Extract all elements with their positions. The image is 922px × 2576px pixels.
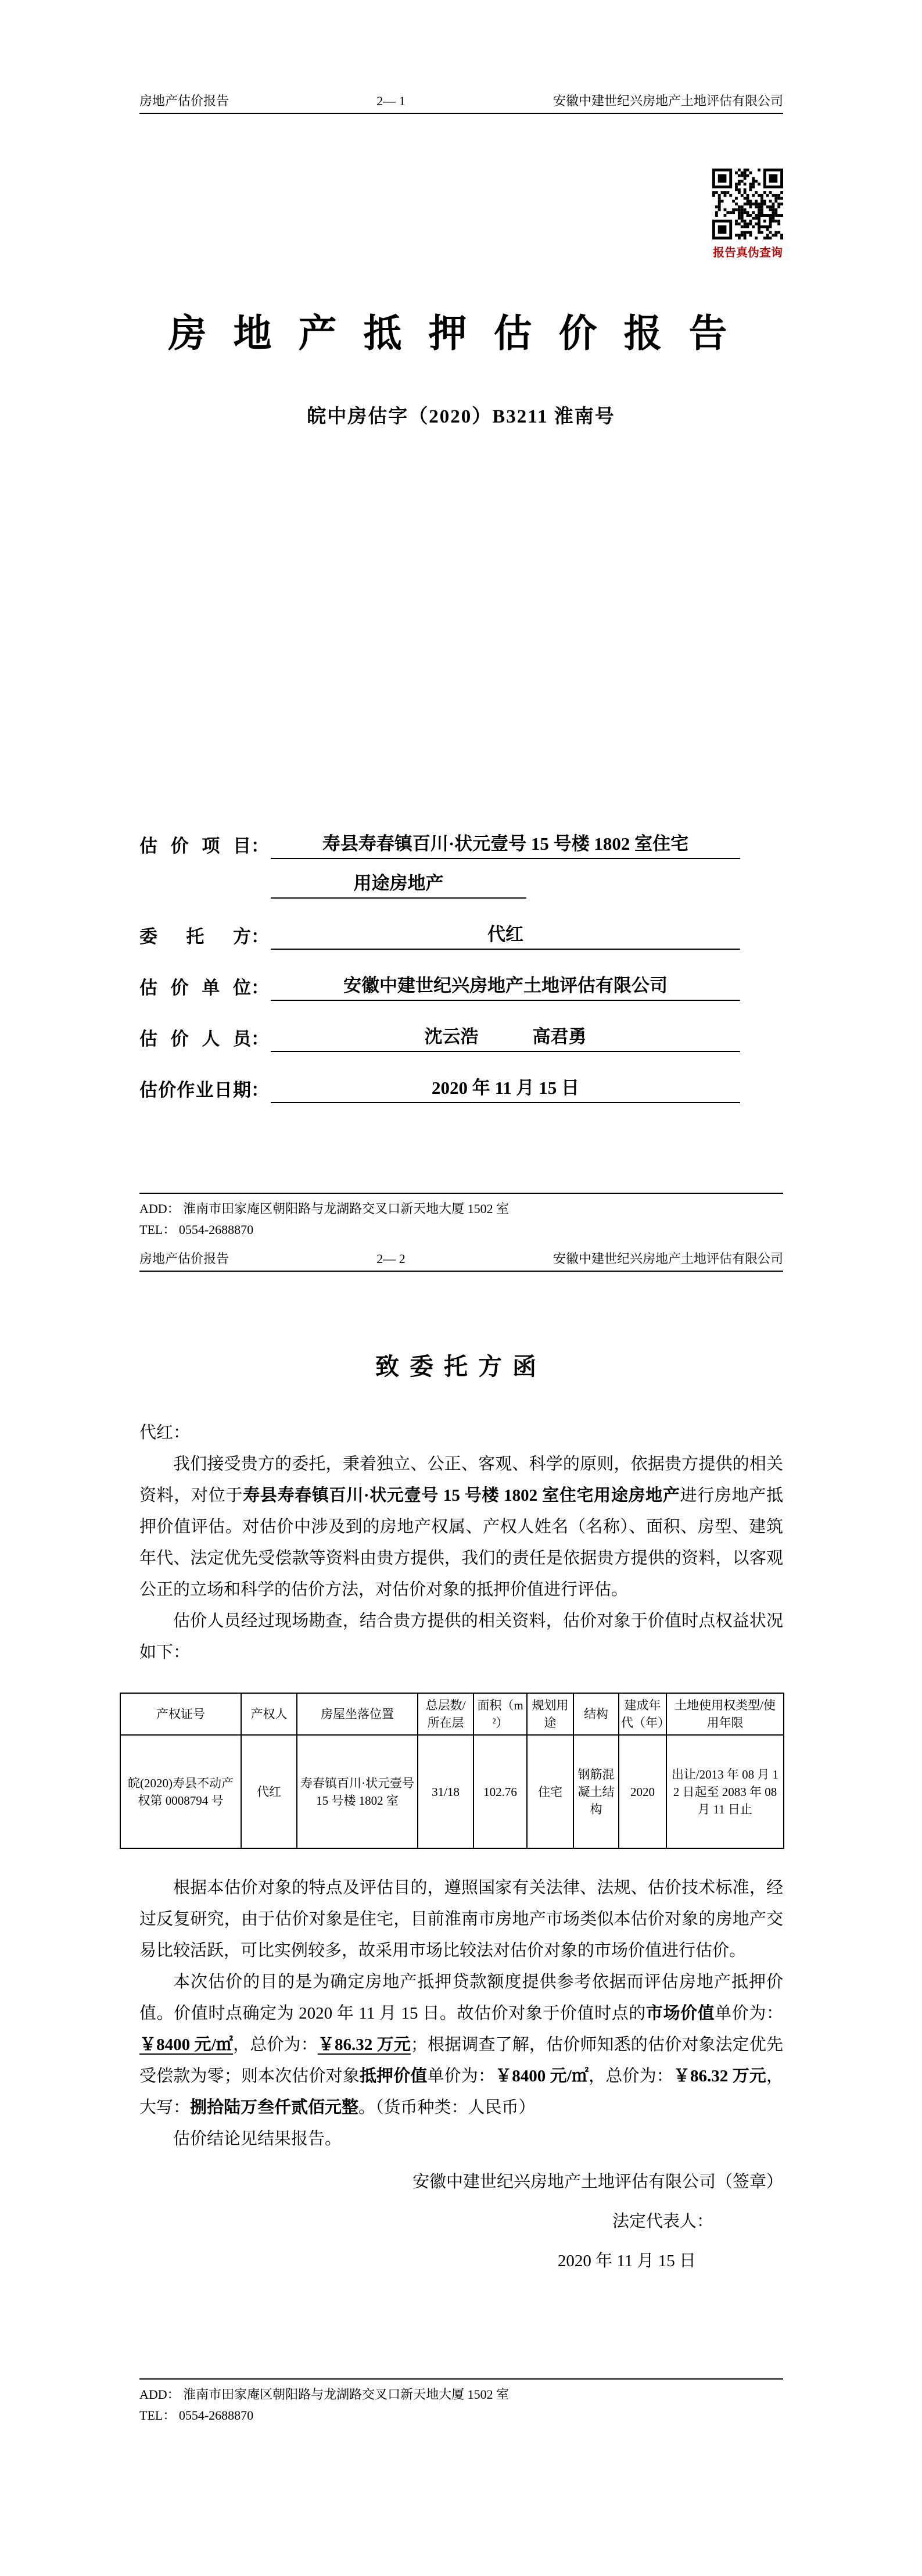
field-value-staff: 沈云浩 高君勇	[271, 1024, 740, 1052]
paragraph-4-text: ，总价为：	[589, 2067, 673, 2085]
field-value-agency: 安徽中建世纪兴房地产土地评估有限公司	[271, 973, 740, 1001]
colon: ：	[251, 1029, 269, 1049]
footer-phone: TEL： 0554-2688870	[139, 2408, 254, 2423]
mortgage-unit-price-value: ￥8400 元/㎡	[495, 2067, 589, 2085]
cell-structure: 钢筋混凝土结构	[573, 1735, 619, 1848]
table-header-structure: 结构	[573, 1693, 619, 1735]
paragraph-3: 根据本估价对象的特点及评估目的，遵照国家有关法律、法规、估价技术标准，经过反复研究，由于估价对象是住宅，目前淮南市房地产市场类似本估价对象的房地产交易比较活跃，可比实例较多，故采用市场比较法对估价对象的市场价值进行估价。	[139, 1879, 783, 1960]
header-company-name: 安徽中建世纪兴房地产土地评估有限公司	[553, 94, 783, 108]
cell-owner: 代红	[241, 1735, 297, 1848]
cell-land-right: 出让/2013 年 08 月 12 日起至 2083 年 08 月 11 日止	[666, 1735, 784, 1848]
paragraph-4	[139, 1966, 783, 2123]
paragraph-4-text: ，总价为：	[233, 2035, 318, 2054]
letter-body	[128, 1417, 783, 2277]
field-row-date	[139, 1075, 783, 1103]
colon: ：	[251, 836, 269, 856]
paragraph-4-text: 。（货币种类：人民币）	[358, 2098, 536, 2117]
colon: ：	[251, 978, 269, 998]
report-number: 皖中房估字（2020）B3211 淮南号	[307, 406, 615, 427]
paragraph-1-text: 我们接受贵方的委托，秉着独立、公正、客观、科学的原则，依据贵方提供的相关资料，对位于	[139, 1455, 783, 1505]
property-name-bold: 寿县寿春镇百川·状元壹号 15 号楼 1802 室住宅用途房地产	[243, 1486, 680, 1505]
paragraph-2: 估价人员经过现场勘查，结合贵方提供的相关资料，估价对象于价值时点权益状况如下：	[139, 1612, 783, 1662]
page1-footer	[139, 1193, 783, 1240]
paragraph-5: 估价结论见结果报告。	[173, 2130, 342, 2148]
paragraph-1-text: 进行房地产抵押价值评估。对估价中涉及到的房地产权属、产权人姓名（名称）、面积、房型、建筑年代、法定优先受偿款等资料由贵方提供，我们的责任是依据贵方提供的资料，以客观公正的立场和科学的估价方法，对估价对象的抵押价值进行评估。	[139, 1486, 783, 1599]
table-row	[120, 1735, 784, 1848]
signature-company: 安徽中建世纪兴房地产土地评估有限公司（签章）	[412, 2173, 783, 2191]
header-company-name: 安徽中建世纪兴房地产土地评估有限公司	[553, 1251, 783, 1266]
field-row-project-cont	[139, 871, 783, 899]
field-row-staff	[139, 1024, 783, 1052]
table-header-row	[120, 1693, 784, 1735]
page1-header	[139, 93, 783, 114]
field-value-project-line1: 寿县寿春镇百川·状元壹号 15 号楼 1802 室住宅	[271, 831, 740, 859]
unit-price-value: ￥8400 元/㎡	[139, 2035, 234, 2054]
table-header-certificate: 产权证号	[120, 1693, 241, 1735]
cell-floors: 31/18	[418, 1735, 473, 1848]
field-label-agency: 估价单位	[139, 978, 251, 998]
footer-address: ADD： 淮南市田家庵区朝阳路与龙湖路交叉口新天地大厦 1502 室	[139, 1201, 510, 1216]
table-header-usage: 规划用途	[527, 1693, 573, 1735]
paragraph-1	[139, 1448, 783, 1605]
report-title: 房地产抵押估价报告	[168, 313, 754, 355]
table-header-owner: 产权人	[241, 1693, 297, 1735]
qr-verification-block	[712, 169, 783, 260]
footer-address: ADD： 淮南市田家庵区朝阳路与龙湖路交叉口新天地大厦 1502 室	[139, 2387, 510, 2402]
field-value-project-line2: 用途房地产	[271, 871, 526, 899]
property-rights-table	[120, 1693, 784, 1849]
total-price-value: ￥86.32 万元	[317, 2035, 411, 2054]
mortgage-total-price-value: ￥86.32 万元	[673, 2067, 766, 2085]
signature-date: 2020 年 11 月 15 日	[557, 2252, 696, 2270]
cell-usage: 住宅	[527, 1735, 573, 1848]
mortgage-value-term: 抵押价值	[359, 2067, 428, 2085]
paragraph-4-text: 本次估价的目的是为确定房地产抵押贷款额度提供参考依据而评估房地产抵押价值。价值时点确定为 2020 年 11 月 15 日。故估价对象于价值时点的	[139, 1973, 783, 2023]
cell-area: 102.76	[473, 1735, 527, 1848]
field-row-project	[139, 831, 783, 859]
paragraph-4-text: 单价为：	[427, 2067, 496, 2085]
market-value-term: 市场价值	[645, 2004, 715, 2023]
header-page-number: 2— 1	[376, 94, 406, 108]
cell-location: 寿春镇百川·状元壹号 15 号楼 1802 室	[297, 1735, 418, 1848]
field-value-client: 代红	[271, 922, 740, 950]
table-header-year: 建成年代（年）	[619, 1693, 666, 1735]
page2-footer	[139, 2378, 783, 2426]
table-header-location: 房屋坐落位置	[297, 1693, 418, 1735]
field-label-project: 估价项目	[139, 836, 251, 856]
colon: ：	[251, 1080, 269, 1100]
table-header-area: 面积（m²）	[473, 1693, 527, 1735]
field-row-agency	[139, 973, 783, 1001]
cell-certificate: 皖(2020)寿县不动产权第 0008794 号	[120, 1735, 241, 1848]
page2-header	[139, 1251, 783, 1272]
salutation: 代红：	[139, 1423, 191, 1442]
footer-phone: TEL： 0554-2688870	[139, 1222, 254, 1237]
colon: ：	[251, 926, 269, 947]
qr-code	[712, 169, 783, 239]
field-label-client: 委托方	[139, 926, 251, 947]
letter-title: 致委托方函	[375, 1353, 547, 1380]
qr-caption: 报告真伪查询	[713, 246, 783, 259]
field-value-date: 2020 年 11 月 15 日	[271, 1075, 740, 1103]
field-label-staff: 估价人员	[139, 1029, 251, 1049]
field-row-client	[139, 922, 783, 950]
paragraph-4-text: ；根据调查了解，估价师知悉的估价对象法定优先受偿款为零；则本次估价对象	[139, 2035, 783, 2085]
cover-fields	[139, 831, 783, 1103]
field-label-date: 估价作业日期	[139, 1080, 251, 1100]
paragraph-4-text: ，大写：	[139, 2067, 783, 2117]
cell-year: 2020	[619, 1735, 666, 1848]
table-header-land-right: 土地使用权类型/使用年限	[666, 1693, 784, 1735]
signature-legal-rep: 法定代表人：	[612, 2212, 713, 2231]
amount-in-words: 捌拾陆万叁仟贰佰元整	[190, 2098, 359, 2117]
header-doc-type: 房地产估价报告	[139, 94, 229, 108]
header-doc-type: 房地产估价报告	[139, 1251, 229, 1266]
table-header-floors: 总层数/所在层	[418, 1693, 473, 1735]
header-page-number: 2— 2	[376, 1251, 406, 1266]
paragraph-4-text: 单价为：	[715, 2004, 783, 2023]
